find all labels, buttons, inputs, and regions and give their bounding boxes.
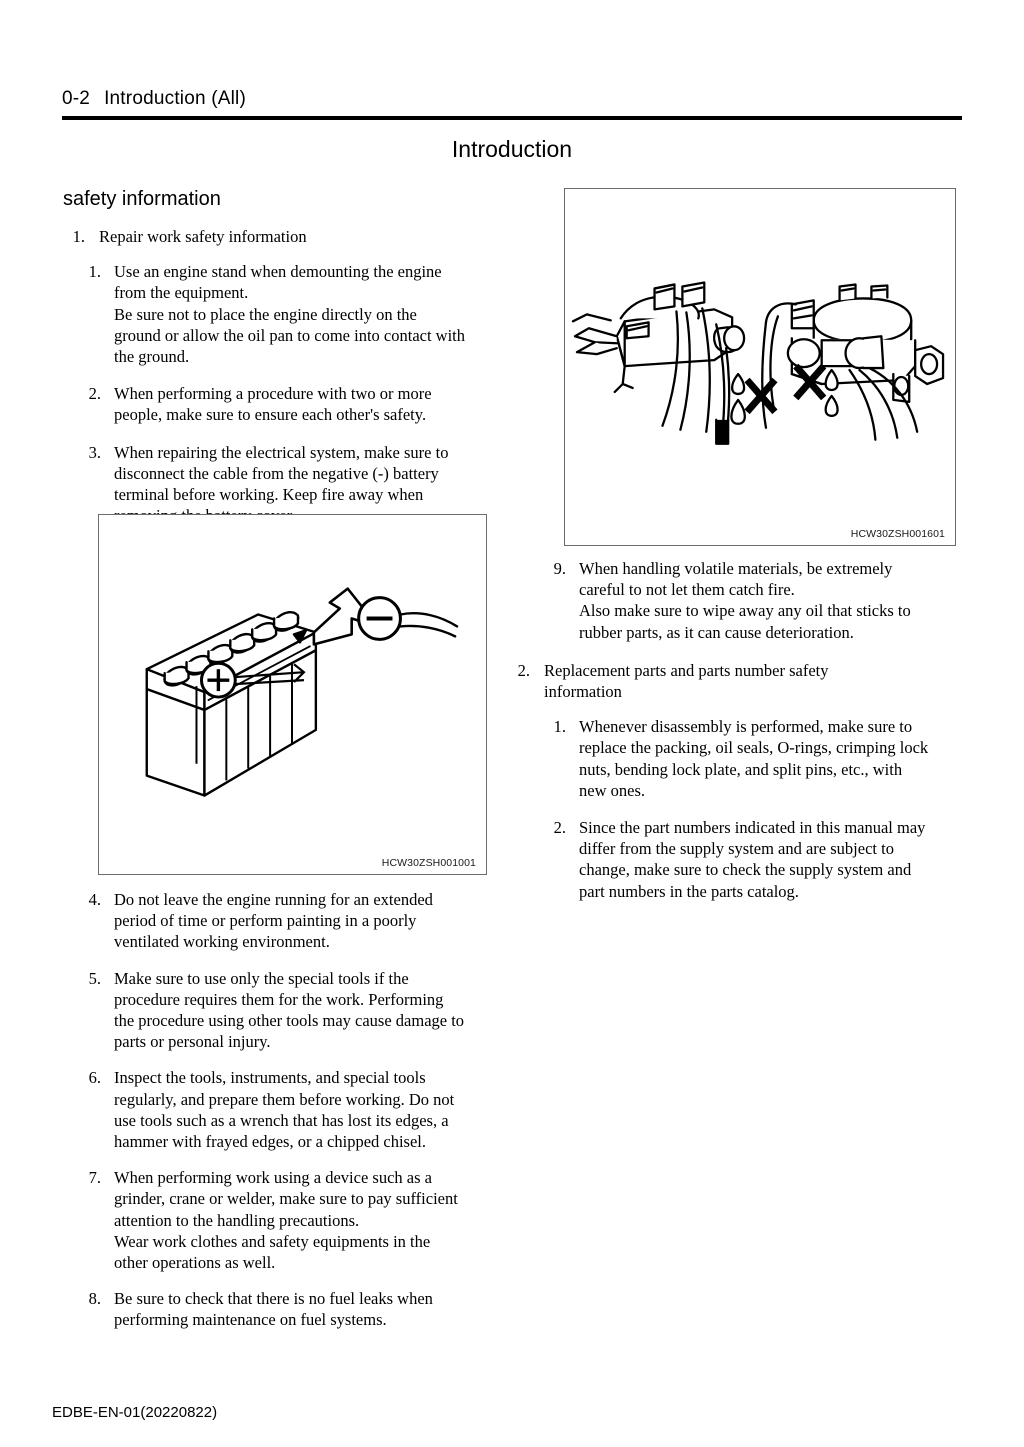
list-item-level2 [63, 1288, 503, 1330]
list-item-line: grinder, crane or welder, make sure to pay sufficient [114, 1189, 458, 1209]
list-item-line: When repairing the electrical system, make sure to [114, 442, 449, 462]
list-item-line: replace the packing, oil seals, O-rings, crimping lock [579, 738, 929, 758]
figure-battery [98, 514, 487, 875]
list-item-line: from the equipment. [114, 283, 249, 303]
list-item-text [114, 889, 503, 953]
list-item-number: 2. [517, 660, 530, 680]
list-item-line: Be sure to check that there is no fuel leaks when [114, 1289, 433, 1309]
battery-negative-terminal-icon [359, 598, 401, 640]
header-divider-rule [62, 116, 962, 120]
list-item-line: part numbers in the parts catalog. [579, 881, 799, 901]
list-item-line: Since the part numbers indicated in this manual may [579, 818, 926, 838]
footer-document-code: EDBE-EN-01(20220822) [52, 1404, 218, 1421]
list-item-line: Inspect the tools, instruments, and special tools [114, 1068, 426, 1088]
list-item-line: procedure requires them for the work. Performing [114, 989, 444, 1009]
right-column [517, 558, 968, 918]
list-item-line: disconnect the cable from the negative (-) battery [114, 463, 439, 483]
list-item-text [99, 226, 503, 247]
list-item-line: Use an engine stand when demounting the engine [114, 262, 442, 282]
list-item-line: the procedure using other tools may cause damage to [114, 1011, 465, 1031]
list-item-line: nuts, bending lock plate, and split pins, etc., with [579, 759, 903, 779]
page-number: 0-2 [62, 88, 91, 109]
list-item-text [579, 558, 968, 643]
list-item-level2 [528, 817, 968, 902]
list-item-line: the ground. [114, 347, 190, 367]
list-item-line: Wear work clothes and safety equipments in the [114, 1231, 431, 1251]
list-item-number: 8. [88, 1289, 101, 1309]
list-item-number: 7. [88, 1168, 101, 1188]
list-item-line: Do not leave the engine running for an extended [114, 890, 433, 909]
list-item-line: ground or allow the oil pan to come into contact with [114, 325, 466, 345]
list-item-line: new ones. [579, 780, 645, 800]
list-item-line: When performing a procedure with two or more [114, 384, 432, 404]
injector-illustration [565, 189, 955, 545]
list-item-number: 9. [553, 559, 566, 578]
list-item-line: Whenever disassembly is performed, make sure to [579, 717, 913, 737]
list-item-line: period of time or perform painting in a poorly [114, 911, 417, 931]
chapter-title: Introduction (All) [104, 88, 246, 109]
list-item-level2 [63, 383, 503, 425]
list-item-line: Make sure to use only the special tools if the [114, 968, 409, 988]
list-item-level2 [63, 1067, 503, 1152]
list-item-number: 3. [88, 442, 101, 462]
battery-positive-terminal-icon [201, 663, 235, 697]
list-item-text [114, 261, 503, 367]
list-item-text [114, 1167, 503, 1273]
list-item-level2 [63, 889, 503, 953]
list-item-line: terminal before working. Keep fire away when [114, 485, 424, 505]
list-item-line: regularly, and prepare them before working. Do not [114, 1089, 455, 1109]
list-item-line: Replacement parts and parts number safety [544, 660, 829, 680]
list-item-line: performing maintenance on fuel systems. [114, 1310, 387, 1330]
list-item-level2 [528, 558, 968, 643]
list-item-line: use tools such as a wrench that has lost its edges, a [114, 1110, 449, 1130]
list-item-line: hammer with frayed edges, or a chipped chisel. [114, 1132, 427, 1152]
battery-illustration [99, 515, 486, 874]
figure-injector-assemblies [564, 188, 956, 546]
list-item-text [114, 1067, 503, 1152]
list-item-text [579, 716, 968, 801]
list-item-line: Be sure not to place the engine directly on the [114, 304, 417, 324]
list-item-line: information [544, 682, 622, 702]
list-item-text [114, 1288, 503, 1330]
list-item-text [114, 383, 503, 425]
left-column [63, 226, 503, 542]
list-item-number: 4. [88, 890, 101, 909]
list-item-level2 [63, 968, 503, 1053]
list-item-line: differ from the supply system and are subject to [579, 839, 894, 859]
list-item-number: 2. [553, 818, 566, 838]
list-item-line: ventilated working environment. [114, 932, 330, 952]
list-item-level2 [63, 261, 503, 367]
left-column-continued [63, 889, 503, 1346]
list-item-number: 1. [553, 717, 566, 737]
list-item-level2 [528, 716, 968, 801]
page-header-text [62, 88, 962, 110]
list-item-number: 5. [88, 968, 101, 988]
figure-code: HCW30ZSH001601 [850, 528, 945, 540]
page-title: Introduction [451, 136, 573, 162]
list-item-line: When performing work using a device such as a [114, 1168, 432, 1188]
list-item-line: parts or personal injury. [114, 1032, 271, 1052]
list-item-level2 [63, 1167, 503, 1273]
list-item-line: attention to the handling precautions. [114, 1210, 360, 1230]
section-heading: safety information [63, 188, 221, 210]
list-item-number: 6. [88, 1068, 101, 1088]
list-item-line: people, make sure to ensure each other's safety. [114, 405, 427, 425]
list-item-text [544, 660, 968, 702]
list-item-line: other operations as well. [114, 1253, 276, 1273]
list-item-number: 1. [72, 227, 85, 246]
list-item-line: Also make sure to wipe away any oil that sticks to [579, 601, 911, 621]
list-item-level1 [508, 660, 968, 702]
list-item-line: rubber parts, as it can cause deterioration. [579, 622, 854, 642]
list-item-text [579, 817, 968, 902]
list-item-line: careful to not let them catch fire. [579, 580, 795, 600]
list-item-text [114, 968, 503, 1053]
figure-code: HCW30ZSH001001 [381, 857, 476, 869]
list-item-level1 [63, 226, 503, 247]
list-item-line: change, make sure to check the supply system and [579, 860, 912, 880]
list-item-line: Repair work safety information [99, 227, 307, 246]
list-item-number: 1. [88, 262, 101, 282]
list-item-line: When handling volatile materials, be extremely [579, 559, 893, 578]
page-header [62, 88, 962, 110]
list-item-number: 2. [88, 384, 101, 404]
spacer [63, 253, 503, 261]
